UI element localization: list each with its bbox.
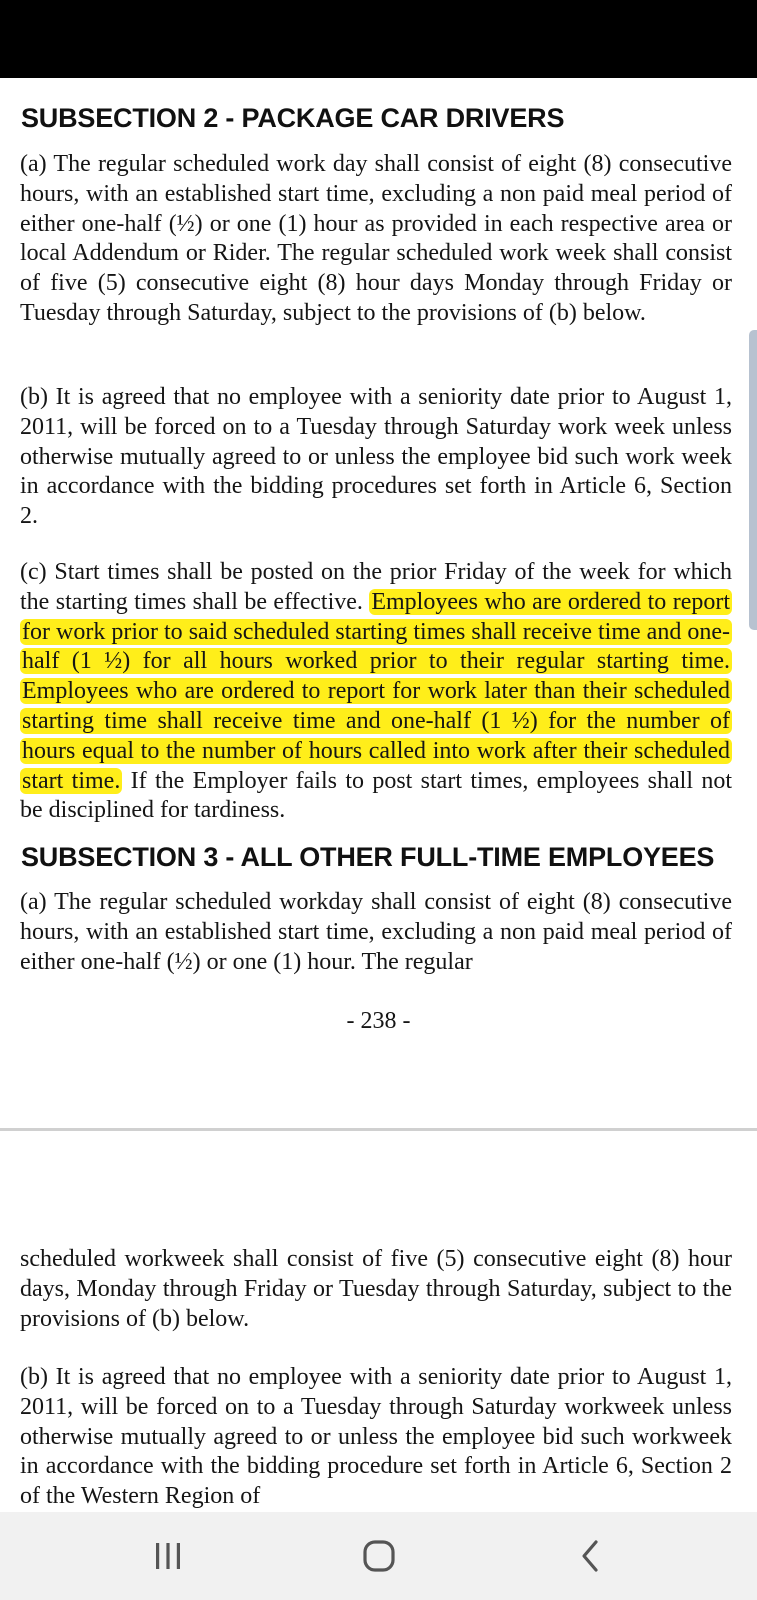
subsection-2-paragraph-c [20,558,732,826]
highlighted-text[interactable]: Employees who are ordered to report for work prior to said scheduled starting times shall receive time and one-half (1 ½) for all hours worked prior to their regular starting time. Employees who are ordered to report for work later than their scheduled starting time shall receive time and one-half (1 ½) for the number of hours equal to the number of hours called into work after their scheduled start time. [22,588,731,794]
subsection-3-heading: SUBSECTION 3 - ALL OTHER FULL-TIME EMPLOYEES [21,842,715,872]
home-icon [361,1538,397,1574]
subsection-2-paragraph-a: (a) The regular scheduled work day shall consist of eight (8) consecutive hours, with an established start time, excluding a non paid meal period of either one-half (½) or one (1) hour as provided in each respective area or local Addendum or Rider. The regular scheduled work week shall consist of five (5) consecutive eight (8) hour days Monday through Friday or Tuesday through Saturday, subject to the provisions of (b) below. [20,151,732,326]
paragraph-c-text: (c) Start times shall be posted on the prior Friday of the week for which the starting times shall be effective. [20,559,732,615]
subsection-2-heading: SUBSECTION 2 - PACKAGE CAR DRIVERS [21,103,565,133]
subsection-3-paragraph-a: (a) The regular scheduled workday shall consist of eight (8) consecutive hours, with an established start time, excluding a non paid meal period of either one-half (½) or one (1) hour. The regular [20,889,732,975]
home-button[interactable] [334,1526,424,1586]
subsection-3-paragraph-a-continued: scheduled workweek shall consist of five (5) consecutive eight (8) hour days, Monday through Friday or Tuesday through Saturday, subject to the provisions of (b) below. [20,1246,732,1332]
back-icon [576,1538,606,1574]
subsection-2-paragraph-b: (b) It is agreed that no employee with a seniority date prior to August 1, 2011, will be forced on to a Tuesday through Saturday work week unless otherwise mutually agreed to or unless the employee bid such work week in accordance with the bidding procedures set forth in Article 6, Section 2. [20,384,732,530]
document-page-239 [0,1131,757,1512]
status-bar [0,0,757,78]
navigation-bar [0,1512,757,1600]
document-page-238 [0,78,757,1128]
back-button[interactable] [546,1526,636,1586]
recent-apps-icon [151,1541,185,1571]
subsection-3-paragraph-b: (b) It is agreed that no employee with a seniority date prior to August 1, 2011, will be forced on to a Tuesday through Saturday workweek unless otherwise mutually agreed to or unless the employee bid such workweek in accordance with the bidding procedure set forth in Article 6, Section 2 of the Western Region of [20,1364,732,1510]
page-number: - 238 - [346,1008,411,1034]
scroll-indicator[interactable] [749,330,757,630]
recent-apps-button[interactable] [123,1526,213,1586]
paragraph-c-text-end: If the Employer fails to post start times, employees shall not be disciplined for tardiness. [20,767,732,824]
